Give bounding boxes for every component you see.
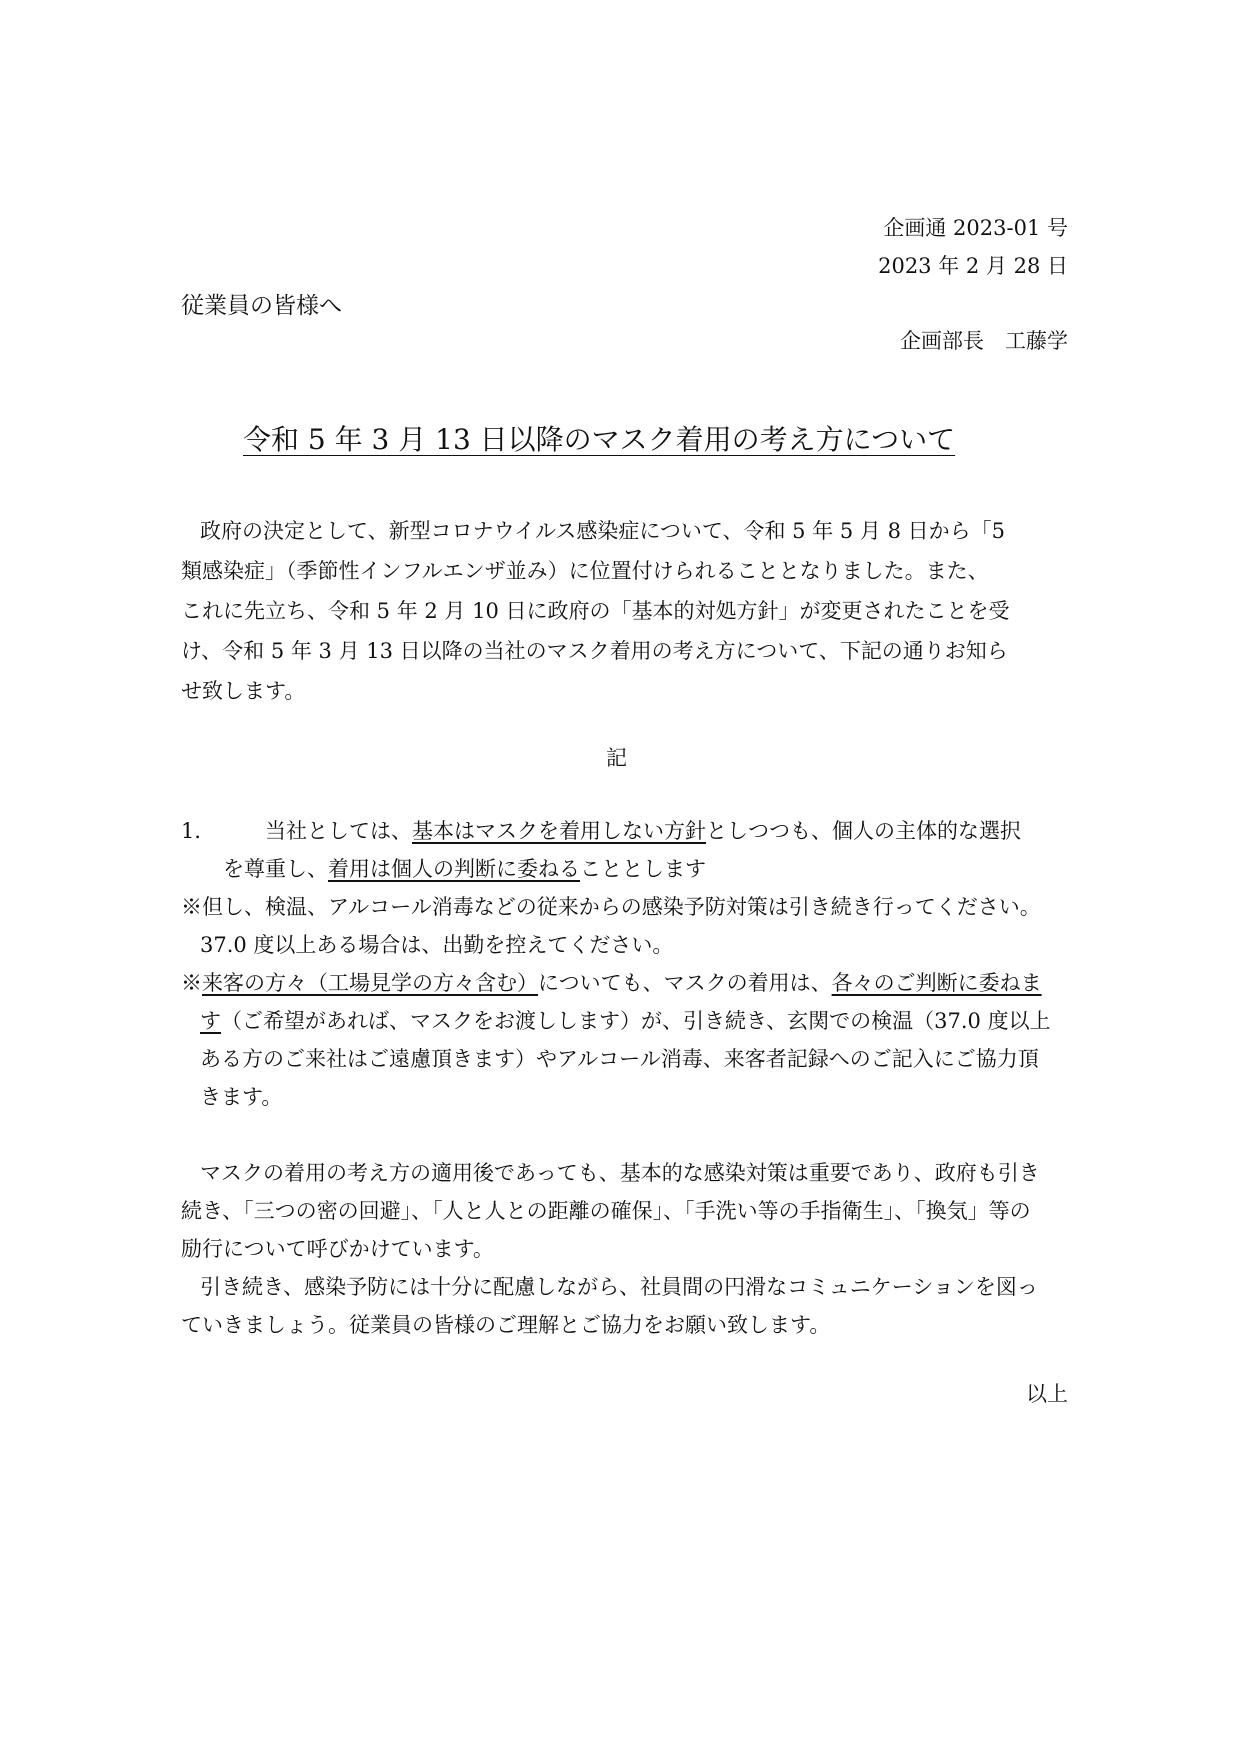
item1-line (265, 815, 1021, 845)
closing-line: ていきましょう。従業員の皆様のご理解とご協力をお願い致します。 (181, 1313, 831, 1337)
closing-mark: 以上 (1026, 1382, 1068, 1406)
closing-line: マスクの着用の考え方の適用後であっても、基本的な感染対策は重要であり、政府も引き (200, 1161, 1040, 1185)
document-number: 企画通 2023-01 号 (883, 216, 1068, 240)
item1-text: こととします (580, 857, 706, 881)
item1-text: 当社としては、 (265, 819, 412, 843)
note-mark: ※ (181, 971, 202, 995)
note2-text: についても、マスクの着用は、 (538, 971, 832, 995)
note2-line (200, 1005, 1051, 1035)
note2-text: （ご希望があれば、マスクをお渡しします）が、引き続き、玄関での検温（37.0 度以上 (221, 1009, 1051, 1033)
item1-line (223, 853, 706, 883)
document-title: 令和 5 年 3 月 13 日以降のマスク着用の考え方について (243, 423, 956, 456)
sender: 企画部長 工藤学 (900, 329, 1068, 353)
note2-underlined-text: 各々のご判断に委ねま (831, 971, 1042, 995)
item1-text: を尊重し、 (223, 857, 328, 881)
note2-line: ある方のご来社はご遠慮頂きます）やアルコール消毒、来客者記録へのご記入にご協力頂 (200, 1047, 1039, 1071)
intro-line: け、令和 5 年 3 月 13 日以降の当社のマスク着用の考え方について、下記の通りお知ら (181, 639, 1008, 663)
item1-underlined-text: 着用は個人の判断に委ねる (328, 857, 580, 881)
note2-line: きます。 (200, 1085, 283, 1109)
addressee: 従業員の皆様へ (181, 293, 342, 319)
intro-line: 政府の決定として、新型コロナウイルス感染症について、令和 5 年 5 月 8 日から「5 (200, 519, 1005, 543)
item-number: 1． (181, 819, 216, 843)
intro-line: これに先立ち、令和 5 年 2 月 10 日に政府の「基本的対処方針」が変更されたことを受 (181, 599, 1010, 623)
item1-text: としつつも、個人の主体的な選択 (706, 819, 1021, 843)
note2-underlined-text: す (200, 1009, 221, 1033)
note1-line: ※但し、検温、アルコール消毒などの従来からの感染予防対策は引き続き行ってください。 (181, 895, 1041, 919)
item1-underlined-text: 基本はマスクを着用しない方針 (412, 819, 706, 843)
document-date: 2023 年 2 月 28 日 (878, 254, 1068, 278)
note1-line: 37.0 度以上ある場合は、出勤を控えてください。 (200, 933, 674, 957)
closing-line: 続き、「三つの密の回避」、「人と人との距離の確保」、「手洗い等の手指衛生」、「換気」等の (181, 1199, 1031, 1223)
note2-underlined-text: 来客の方々（工場見学の方々含む） (202, 971, 538, 995)
intro-line: せ致します。 (181, 679, 306, 703)
closing-line: 励行について呼びかけています。 (181, 1237, 494, 1261)
ki-heading: 記 (606, 746, 627, 770)
closing-line: 引き続き、感染予防には十分に配慮しながら、社員間の円滑なコミュニケーションを図っ (200, 1275, 1038, 1299)
intro-line: 類感染症」（季節性インフルエンザ並み）に位置付けられることとなりました。また、 (181, 559, 989, 583)
note2-line (181, 967, 1042, 997)
